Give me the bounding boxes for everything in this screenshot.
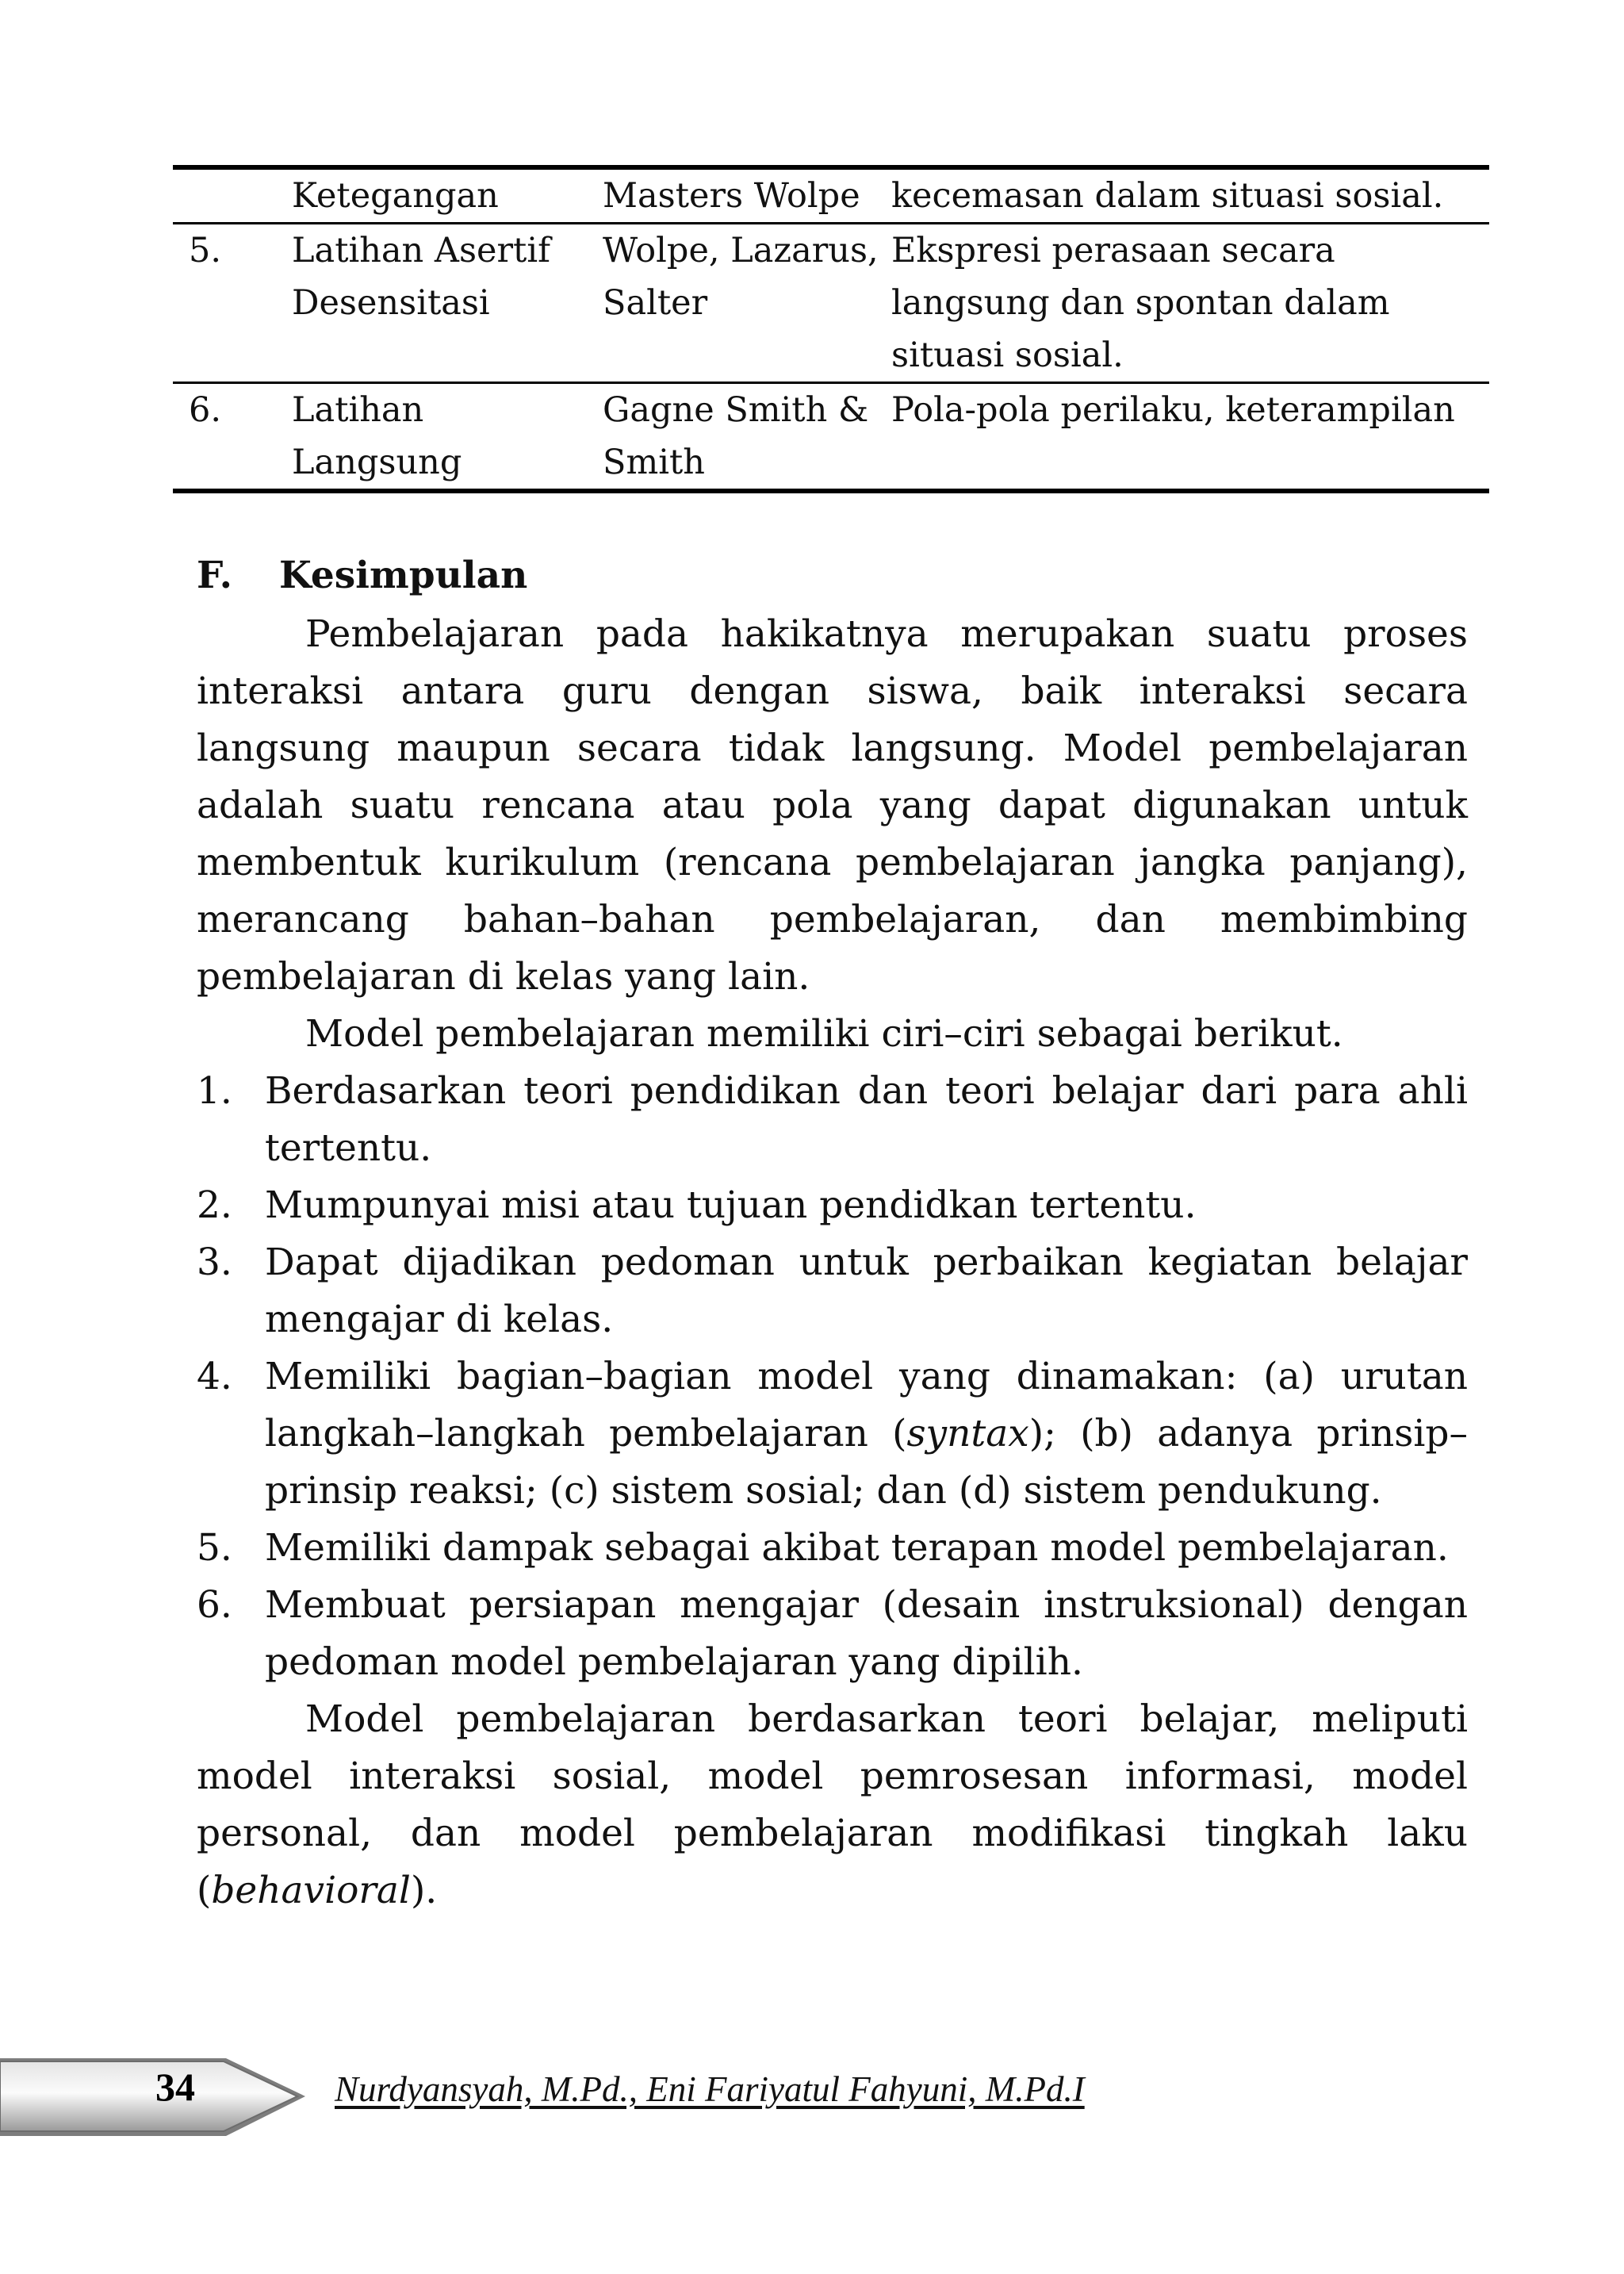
list-number: 6. (197, 1583, 232, 1627)
paragraph-part: ). (410, 1869, 438, 1912)
cell-no: 5. (189, 231, 222, 270)
section-title: Kesimpulan (279, 554, 528, 597)
list-text: Mumpunyai misi atau tujuan pendidkan tertentu. (265, 1183, 1197, 1227)
list-number: 1. (197, 1069, 232, 1113)
list-item (197, 1348, 1468, 1520)
paragraph-part: Model pembelajaran berdasarkan teori belajar, meliputi model interaksi sosial, model pemrosesan informasi, model personal, dan model pembelajaran modifikasi tingkah laku ( (197, 1697, 1468, 1912)
list-item (197, 1177, 1468, 1234)
list-text: Memiliki dampak sebagai akibat terapan model pembelajaran. (265, 1526, 1449, 1570)
table-row (173, 222, 1489, 382)
page-number: 34 (155, 2065, 195, 2109)
section-letter: F. (197, 554, 233, 597)
list-number: 4. (197, 1355, 232, 1398)
section-heading (197, 547, 1468, 604)
cell-tujuan: kecemasan dalam situasi sosial. (891, 176, 1444, 216)
syntax-term: syntax (906, 1412, 1029, 1455)
section-content (197, 547, 1468, 1919)
cell-model: Latihan Langsung (292, 390, 462, 482)
cell-no (173, 170, 292, 222)
cell-model: Latihan Asertif Desensitasi (292, 231, 550, 323)
cell-model: Ketegangan (292, 176, 499, 216)
cell-no: 6. (189, 390, 222, 430)
list-item (197, 1063, 1468, 1177)
list-number: 2. (197, 1183, 232, 1227)
cell-tokoh: Gagne Smith & Smith (603, 390, 869, 482)
list-text: Dapat dijadikan pedoman untuk perbaikan kegiatan belajar mengajar di kelas. (265, 1241, 1468, 1341)
list-text-part: ); (b) adanya prinsip–prinsip reaksi; (c) sistem sosial; dan (d) sistem pendukung. (265, 1412, 1468, 1513)
list-item (197, 1520, 1468, 1577)
cell-tujuan: Ekspresi perasaan secara langsung dan spontan dalam situasi sosial. (891, 231, 1390, 375)
characteristics-list (197, 1063, 1468, 1691)
paragraph-2: Model pembelajaran memiliki ciri–ciri sebagai berikut. (305, 1012, 1343, 1056)
list-item (197, 1234, 1468, 1348)
behavioral-term: behavioral (211, 1869, 411, 1912)
footer-authors: Nurdyansyah, M.Pd., Eni Fariyatul Fahyuni, M.Pd.I (335, 2069, 1085, 2109)
list-text (265, 1348, 1468, 1520)
paragraph-3 (197, 1691, 1468, 1919)
table-row (173, 382, 1489, 489)
list-item (197, 1577, 1468, 1691)
cell-tujuan: Pola-pola perilaku, keterampilan (891, 390, 1455, 430)
list-number: 3. (197, 1241, 232, 1284)
table-row (173, 170, 1489, 222)
paragraph-1: Pembelajaran pada hakikatnya merupakan suatu proses interaksi antara guru dengan siswa, baik interaksi secara langsung maupun secara tidak langsung. Model pembelajaran adalah suatu rencana atau pola yang dapat digunakan untuk membentuk kurikulum (rencana pembelajaran jangka panjang), merancang bahan–bahan pembelajaran, dan membimbing pembelajaran di kelas yang lain. (197, 612, 1468, 999)
list-text: Berdasarkan teori pendidikan dan teori belajar dari para ahli tertentu. (265, 1069, 1468, 1170)
list-text: Membuat persiapan mengajar (desain instruksional) dengan pedoman model pembelajaran yang dipilih. (265, 1583, 1468, 1684)
list-number: 5. (197, 1526, 232, 1570)
models-table (173, 165, 1489, 493)
cell-tokoh: Wolpe, Lazarus, Salter (603, 231, 879, 323)
cell-tokoh: Masters Wolpe (603, 176, 860, 216)
list-text-part: Memiliki bagian–bagian model yang dinamakan: (a) urutan langkah–langkah pembelajaran ( (265, 1355, 1468, 1455)
